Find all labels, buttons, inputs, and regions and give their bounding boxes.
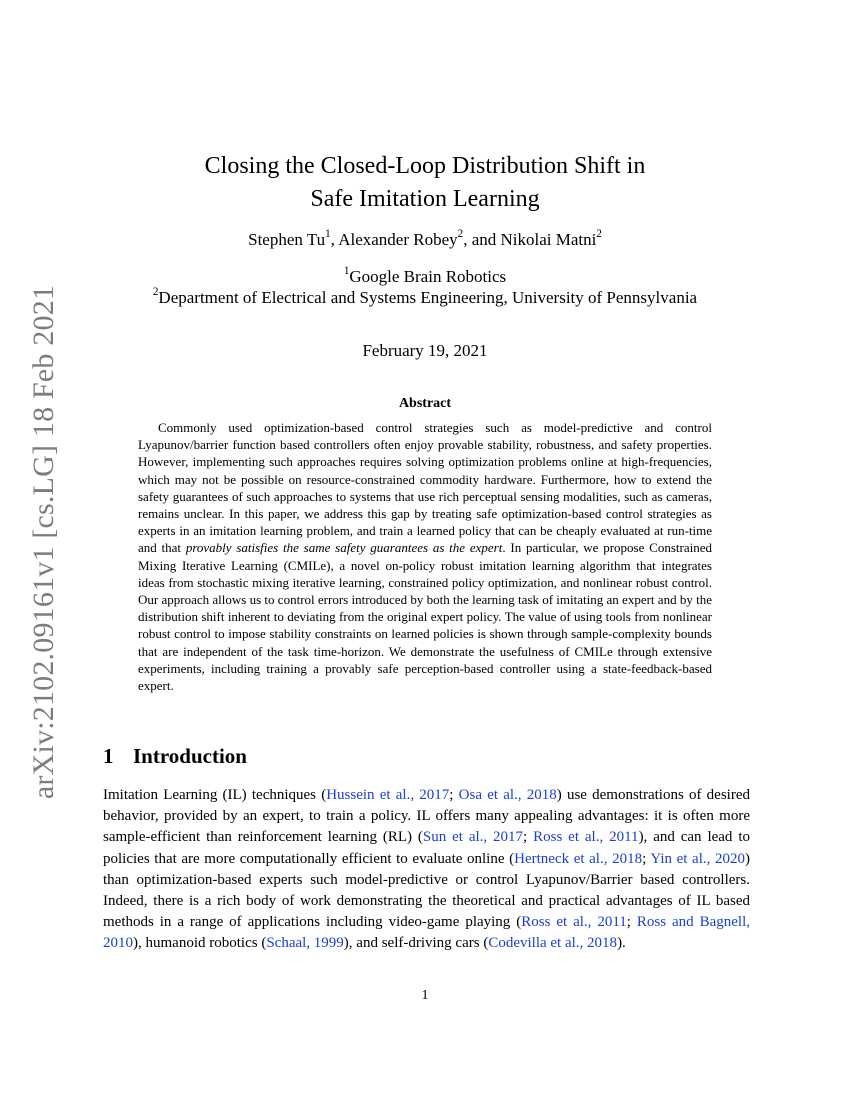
intro-text: Imitation Learning (IL) techniques ( — [103, 787, 327, 803]
citation-link[interactable]: Osa et al., 2018 — [458, 787, 557, 803]
author-name: Nikolai Matni — [500, 230, 597, 249]
author-name: Alexander Robey — [338, 230, 458, 249]
abstract-heading: Abstract — [398, 396, 452, 411]
citation-link[interactable]: Yin et al., 2020 — [650, 850, 745, 867]
author-separator: , — [330, 230, 339, 249]
abstract-emphasis: provably satisfies the same safety guarantees as the expert — [185, 540, 503, 556]
affiliation-text: Google Brain Robotics — [349, 267, 507, 286]
affiliation-text: Department of Electrical and Systems Engineering, University of Pennsylvania — [158, 288, 698, 307]
affiliation-2 — [100, 288, 750, 308]
intro-text: ) than optimization-based experts such model-predictive or control Lyapunov/Barrier based controllers. Indeed, there is a rich body of work demonstrating the theoretical and practical advantages of IL based methods in a range of applications including video-game playing ( — [103, 850, 750, 931]
title-line-2: Safe Imitation Learning — [310, 186, 540, 212]
title-line-1: Closing the Closed-Loop Distribution Shift in — [204, 153, 646, 179]
publication-date: February 19, 2021 — [362, 341, 488, 360]
intro-text: ). — [617, 935, 626, 952]
citation-link[interactable]: Ross et al., 2011 — [533, 829, 639, 846]
intro-text: ; — [449, 787, 459, 803]
affiliation-mark: 1 — [343, 265, 350, 278]
citation-link[interactable]: Ross and Bagnell, 2010 — [103, 914, 750, 952]
intro-text: ), and can lead to policies that are more computationally efficient to evaluate online ( — [103, 829, 750, 867]
citation-link[interactable]: Schaal, 1999 — [266, 935, 344, 952]
author-affil-mark: 1 — [325, 228, 331, 241]
arxiv-identifier: arXiv:2102.09161v1 [cs.LG] 18 Feb 2021 — [27, 284, 61, 800]
section-number: 1 — [103, 744, 114, 768]
intro-text: ; — [523, 829, 534, 846]
paper-title — [100, 150, 750, 216]
citation-link[interactable]: Codevilla et al., 2018 — [488, 935, 618, 952]
intro-text: ), humanoid robotics ( — [133, 935, 267, 952]
intro-text: ) use demonstrations of desired behavior, provided by an expert, to train a policy. IL offers many appealing advantages: it is often more sample-efficient than reinforcement learning (RL) ( — [103, 787, 750, 846]
author-affil-mark: 2 — [457, 228, 464, 241]
abstract-text: Commonly used optimization-based control strategies such as model-predictive and control Lyapunov/barrier function based controllers often enjoy provable stability, robustness, and safety properties. However, implementing such approaches requires solving optimization problems online at high-frequencies, which may not be possible on resource-constrained commodity hardware. Furthermore, how to extend the safety guarantees of such approaches to systems that use rich perceptual sensing modalities, such as cameras, remains unclear. In this paper, we address this gap by treating safe optimization-based control strategies as experts in an imitation learning problem, and train a learned policy that can be cheaply evaluated at run-time and that — [138, 420, 712, 556]
author-separator: , and — [463, 230, 501, 249]
page-number: 1 — [421, 988, 429, 1003]
citation-link[interactable]: Hertneck et al., 2018 — [514, 850, 643, 867]
abstract-text: . In particular, we propose Constrained Mixing Iterative Learning (CMILe), a novel on-policy robust imitation learning algorithm that integrates ideas from stochastic mixing iterative learning, constrained policy optimization, and nonlinear robust control. Our approach allows us to control errors introduced by both the learning task of imitating an expert and by the distribution shift inherent to deviating from the original expert policy. The value of using tools from nonlinear robust control to impose stability constraints on learned policies is shown through sample-complexity bounds that are independent of the task time-horizon. We demonstrate the usefulness of CMILe through extensive experiments, including training a provably safe perception-based controller using a state-feedback-based expert. — [138, 540, 712, 694]
arxiv-stamp — [14, 284, 74, 800]
author-list — [100, 230, 750, 250]
abstract-body — [138, 419, 712, 694]
intro-text: ; — [626, 914, 637, 931]
section-heading — [103, 744, 247, 769]
section-title: Introduction — [133, 744, 247, 768]
intro-text: ), and self-driving cars ( — [343, 935, 489, 952]
citation-link[interactable]: Ross et al., 2011 — [521, 914, 627, 931]
citation-link[interactable]: Sun et al., 2017 — [422, 829, 524, 846]
author-affil-mark: 2 — [596, 228, 602, 241]
intro-paragraph — [103, 785, 750, 955]
affiliation-1 — [100, 267, 750, 287]
intro-text: ; — [642, 850, 651, 867]
citation-link[interactable]: Hussein et al., 2017 — [326, 787, 450, 803]
affiliation-mark: 2 — [152, 286, 159, 299]
author-name: Stephen Tu — [248, 230, 326, 249]
